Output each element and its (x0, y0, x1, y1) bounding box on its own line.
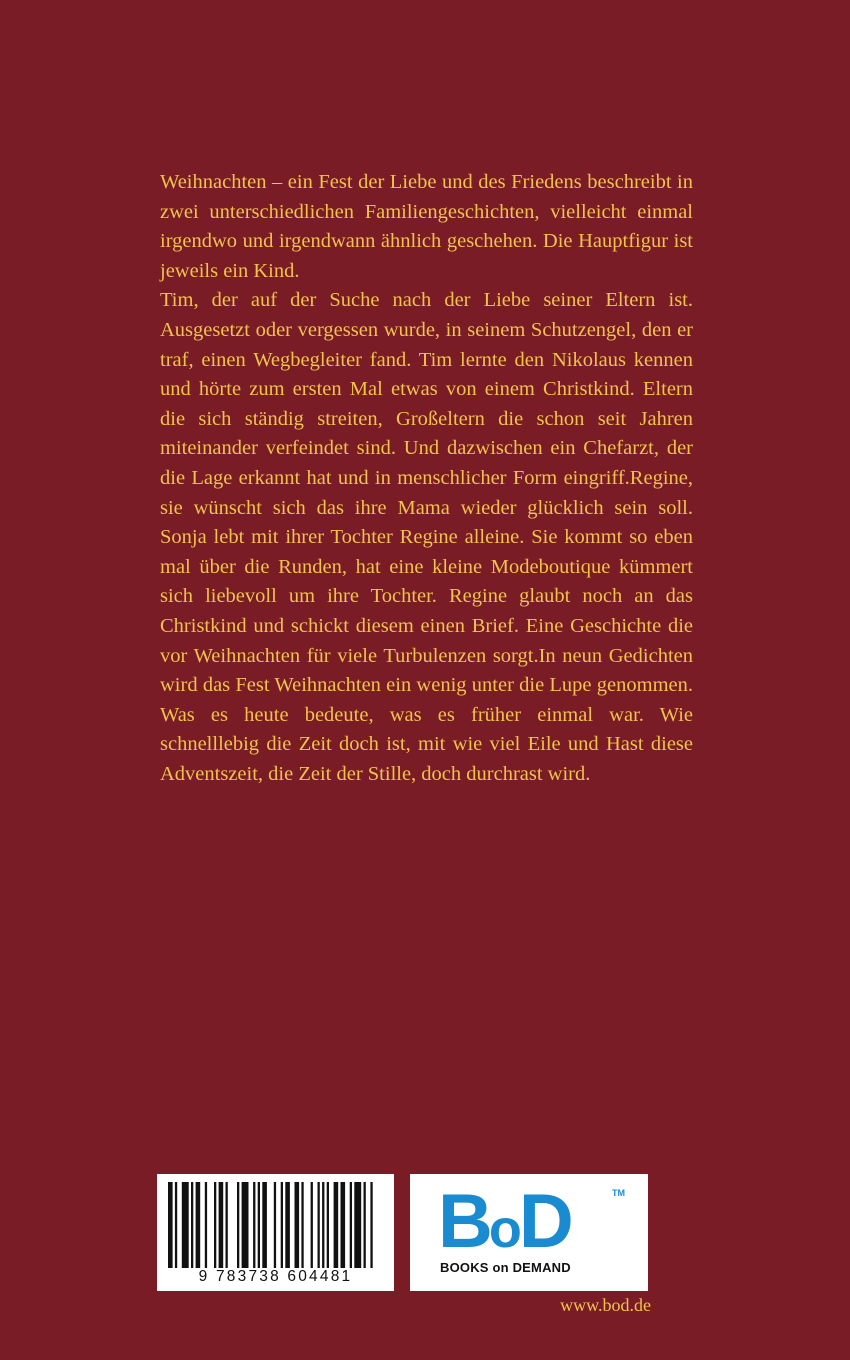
barcode-bar (168, 1182, 173, 1268)
barcode-bars (168, 1182, 383, 1268)
barcode-number: 9 783738 604481 (198, 1268, 353, 1285)
barcode-bar (219, 1182, 224, 1268)
barcode-bar (322, 1182, 324, 1268)
barcode-bar (281, 1182, 283, 1268)
barcode-bar (191, 1182, 193, 1268)
publisher-logo-box (410, 1174, 648, 1291)
barcode-bar (334, 1182, 339, 1268)
barcode-bar (274, 1182, 276, 1268)
barcode-bar (242, 1182, 249, 1268)
back-cover-blurb (160, 168, 693, 789)
bod-logo-letter-b: B (438, 1179, 489, 1264)
barcode-bar (350, 1182, 352, 1268)
barcode-bar (214, 1182, 216, 1268)
barcode-bar (318, 1182, 320, 1268)
publisher-tagline: BOOKS on DEMAND (440, 1260, 571, 1275)
barcode-bar (262, 1182, 267, 1268)
barcode-bar (196, 1182, 201, 1268)
barcode-bar (175, 1182, 177, 1268)
blurb-paragraph-story: Tim, der auf der Suche nach der Liebe seiner Eltern ist. Ausgesetzt oder vergessen wurde, in seinem Schutzengel, den er traf, einen Wegbegleiter fand. Tim lernte den Nikolaus kennen und hörte zum ersten Mal etwas von einem Christkind. Eltern die sich ständig streiten, Großeltern die schon seit Jahren miteinander verfeindet sind. Und dazwischen ein Chefarzt, der die Lage erkannt hat und in menschlicher Form eingriff.Regine, sie wünscht sich das ihre Mama wieder glücklich sein soll. Sonja lebt mit ihrer Tochter Regine alleine. Sie kommt so eben mal über die Runden, hat eine kleine Modeboutique kümmert sich liebevoll um ihre Tochter. Regine glaubt noch an das Christkind und schickt diesem einen Brief. Eine Geschichte die vor Weihnachten für viele Turbulenzen sorgt.In neun Gedichten wird das Fest Weihnachten ein wenig unter die Lupe genommen. Was es heute bedeute, was es früher einmal war. Wie schnelllebig die Zeit doch ist, mit wie viel Eile und Hast diese Adventszeit, die Zeit der Stille, doch durchrast wird. (160, 289, 693, 785)
isbn-barcode (157, 1174, 394, 1291)
barcode-bar (311, 1182, 313, 1268)
barcode-bar (327, 1182, 329, 1268)
barcode-bar (226, 1182, 228, 1268)
barcode-bar (182, 1182, 189, 1268)
barcode-bar (354, 1182, 361, 1268)
barcode-bar (370, 1182, 372, 1268)
barcode-bar (258, 1182, 260, 1268)
barcode-bar (253, 1182, 255, 1268)
publisher-website: www.bod.de (560, 1295, 651, 1315)
barcode-bar (295, 1182, 300, 1268)
bod-logo-letter-o: o (488, 1199, 519, 1259)
barcode-bar (285, 1182, 290, 1268)
blurb-paragraph-intro: Weihnachten – ein Fest der Liebe und des Friedens beschreibt in zwei unterschiedlichen Familiengeschichten, vielleicht einmal irgendwo und irgendwann ähnlich geschehen. Die Hauptfigur ist jeweils ein Kind. (160, 171, 693, 282)
barcode-bar (205, 1182, 207, 1268)
barcode-bar (301, 1182, 303, 1268)
barcode-bar (364, 1182, 366, 1268)
barcode-bar (237, 1182, 239, 1268)
trademark-mark: TM (612, 1188, 625, 1198)
bod-logo (438, 1179, 570, 1267)
bod-logo-letter-d: D (518, 1179, 570, 1264)
barcode-bar (341, 1182, 346, 1268)
